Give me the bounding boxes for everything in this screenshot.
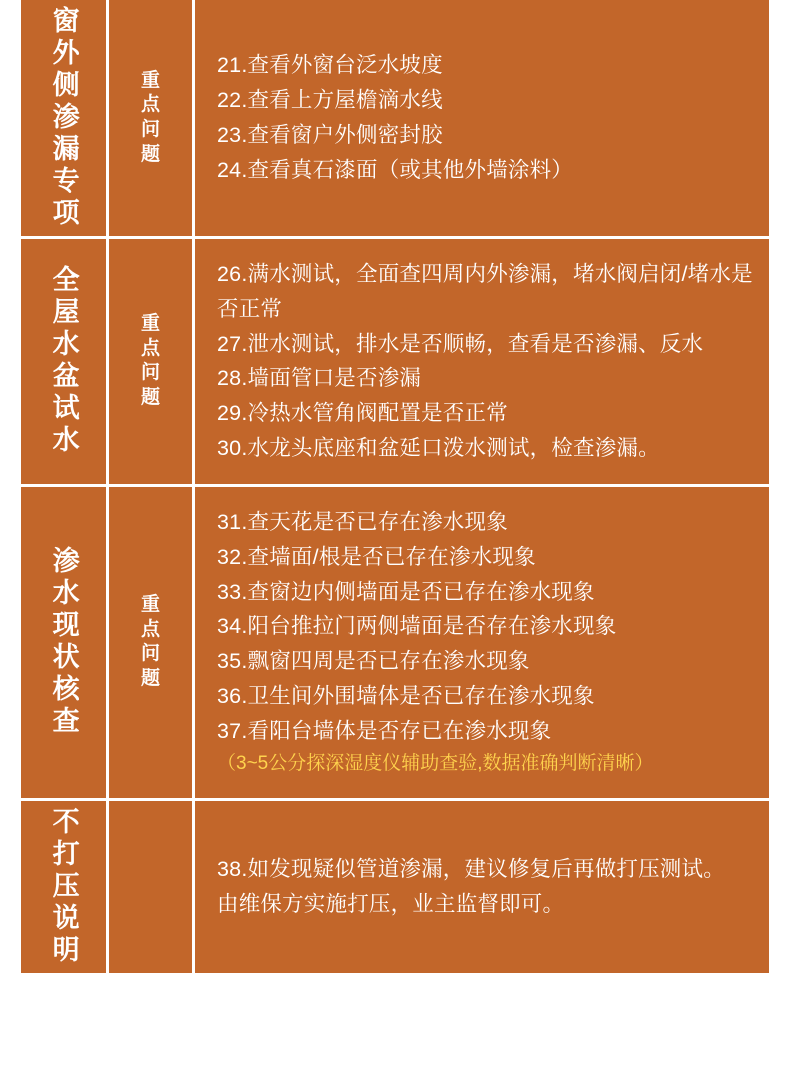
row-items-cell [195, 801, 769, 973]
row-category-cell [21, 487, 109, 798]
row-type-cell [109, 801, 195, 973]
row-type-label: 重点问题 [140, 593, 160, 689]
list-item: 31.查天花是否已存在渗水现象 [217, 509, 508, 534]
row-category-label: 窗外侧渗漏专项 [48, 6, 79, 230]
list-item: 28.墙面管口是否渗漏 [217, 366, 422, 391]
list-item: 21.查看外窗台泛水坡度 [217, 53, 443, 78]
list-item: 30.水龙头底座和盆延口泼水测试，检查渗漏。 [217, 436, 660, 461]
row-category-cell [21, 0, 109, 236]
row-items-cell [195, 0, 769, 236]
list-item: 37.看阳台墙体是否存已在渗水现象 [217, 718, 552, 743]
list-item: 35.飘窗四周是否已存在渗水现象 [217, 649, 530, 674]
checklist-table [19, 0, 771, 973]
table-row [21, 487, 769, 801]
row-category-cell [21, 801, 109, 973]
row-items-cell [195, 239, 769, 484]
list-item: 29.冷热水管角阀配置是否正常 [217, 401, 508, 426]
list-item: 32.查墙面/根是否已存在渗水现象 [217, 544, 536, 569]
list-item: 23.查看窗户外侧密封胶 [217, 123, 443, 147]
list-item: 27.泄水测试，排水是否顺畅，查看是否渗漏、反水 [217, 331, 704, 356]
list-item: 22.查看上方屋檐滴水线 [217, 88, 443, 113]
table-row [21, 239, 769, 487]
row-category-cell [21, 239, 109, 484]
row-type-label: 重点问题 [140, 313, 160, 409]
row-category-label: 全屋水盆试水 [48, 265, 79, 458]
row-type-label: 重点问题 [140, 69, 160, 165]
row-type-cell [109, 487, 195, 798]
list-item: 26.满水测试，全面查四周内外渗漏，堵水阀启闭/堵水是否正常 [217, 262, 753, 321]
list-item: 33.查窗边内侧墙面是否已存在渗水现象 [217, 579, 595, 604]
list-item: 24.查看真石漆面（或其他外墙涂料） [217, 157, 573, 182]
list-item: 38.如发现疑似管道渗漏，建议修复后再做打压测试。 [217, 856, 725, 881]
row-type-cell [109, 239, 195, 484]
list-item: 34.阳台推拉门两侧墙面是否存在渗水现象 [217, 614, 617, 639]
page-bottom-margin [0, 1049, 790, 1077]
row-note: （3~5公分探深湿度仪辅助查验,数据准确判断清晰） [217, 752, 654, 774]
row-category-label: 渗水现状核查 [48, 546, 79, 739]
row-type-cell [109, 0, 195, 236]
list-item: 36.卫生间外围墙体是否已存在渗水现象 [217, 684, 595, 709]
table-row [21, 801, 769, 973]
row-category-label: 不打压说明 [48, 806, 79, 967]
list-item: 由维保方实施打压，业主监督即可。 [217, 891, 565, 916]
row-items-cell [195, 487, 769, 798]
table-row [21, 0, 769, 239]
